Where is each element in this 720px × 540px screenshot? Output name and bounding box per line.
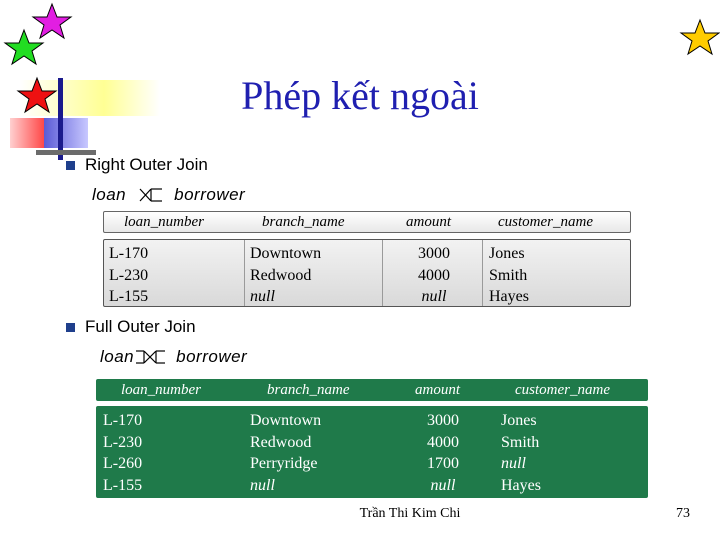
- table-cell: Jones: [489, 245, 525, 262]
- table-cell: 1700: [427, 455, 459, 472]
- slide-title: Phép kết ngoài: [241, 73, 479, 118]
- table2-body: [96, 406, 648, 498]
- page-number: 73: [676, 506, 690, 521]
- table-cell: 3000: [418, 245, 450, 262]
- table2-header-customer-name: customer_name: [515, 381, 610, 398]
- table-cell: L-170: [109, 245, 149, 262]
- table-cell: L-230: [103, 433, 143, 451]
- table1-column-amount: [402, 243, 466, 308]
- table-cell: L-155: [109, 288, 149, 305]
- table1-body: [103, 239, 631, 307]
- table-cell: Downtown: [250, 245, 322, 262]
- table-cell: 4000: [418, 266, 450, 284]
- table-cell: null: [250, 476, 275, 494]
- table1-col-divider: [482, 240, 483, 306]
- table-cell: L-260: [103, 455, 143, 472]
- table1-header-branch-name: branch_name: [262, 213, 345, 230]
- table-cell: Hayes: [501, 476, 541, 494]
- right-outer-join-icon: [138, 187, 164, 203]
- table1-header: [103, 211, 631, 233]
- magenta-star-icon: [33, 4, 71, 38]
- table2-header: [96, 379, 648, 401]
- right-relation: borrower: [176, 347, 248, 366]
- table-cell: L-155: [103, 476, 143, 494]
- bullet-full-outer-join: [66, 317, 196, 337]
- table-cell: Perryridge: [250, 455, 318, 472]
- table-cell: null: [501, 455, 526, 472]
- full-outer-join-icon: [136, 349, 166, 365]
- table1-col-divider: [382, 240, 383, 306]
- table-cell: Redwood: [250, 266, 312, 284]
- table-cell: null: [430, 476, 456, 494]
- table-cell: null: [250, 288, 275, 305]
- left-relation: loan: [100, 347, 135, 366]
- bullet-label: Full Outer Join: [85, 317, 196, 336]
- table2-header-loan-number: loan_number: [121, 381, 201, 398]
- footer-author: Trần Thi Kim Chi: [359, 506, 461, 521]
- bullet-square-icon: [66, 323, 75, 332]
- table-cell: null: [421, 288, 447, 305]
- table-cell: 4000: [427, 433, 459, 451]
- decorative-stars: [0, 0, 720, 140]
- table-cell: Smith: [501, 433, 540, 451]
- table-cell: L-230: [109, 266, 149, 284]
- table1-column-customer-name: [489, 243, 529, 308]
- yellow-star-icon: [681, 20, 719, 54]
- table-cell: Smith: [489, 266, 528, 284]
- table2-column-amount: [411, 410, 475, 496]
- bullet-right-outer-join: [66, 155, 208, 175]
- table-cell: L-170: [103, 412, 143, 429]
- table1-column-loan-number: [109, 243, 148, 308]
- table-cell: Downtown: [250, 412, 322, 429]
- table1-col-divider: [244, 240, 245, 306]
- table2-header-amount: amount: [415, 381, 460, 398]
- table1-header-amount: amount: [406, 213, 451, 230]
- table2-column-loan-number: [103, 410, 142, 496]
- right-join-expression: [92, 185, 245, 205]
- table2-column-branch-name: [250, 410, 321, 496]
- table1-header-customer-name: customer_name: [498, 213, 593, 230]
- table-cell: Redwood: [250, 433, 312, 451]
- full-join-expression: [100, 347, 247, 367]
- bullet-square-icon: [66, 161, 75, 170]
- table2-column-customer-name: [501, 410, 541, 496]
- right-relation: borrower: [174, 185, 246, 204]
- green-star-icon: [5, 30, 43, 64]
- table-cell: Jones: [501, 412, 537, 429]
- table1-header-loan-number: loan_number: [124, 213, 204, 230]
- bullet-label: Right Outer Join: [85, 155, 208, 174]
- table-cell: 3000: [427, 412, 459, 429]
- table1-column-branch-name: [250, 243, 321, 308]
- table-cell: Hayes: [489, 288, 529, 305]
- table2-header-branch-name: branch_name: [267, 381, 350, 398]
- left-relation: loan: [92, 185, 127, 204]
